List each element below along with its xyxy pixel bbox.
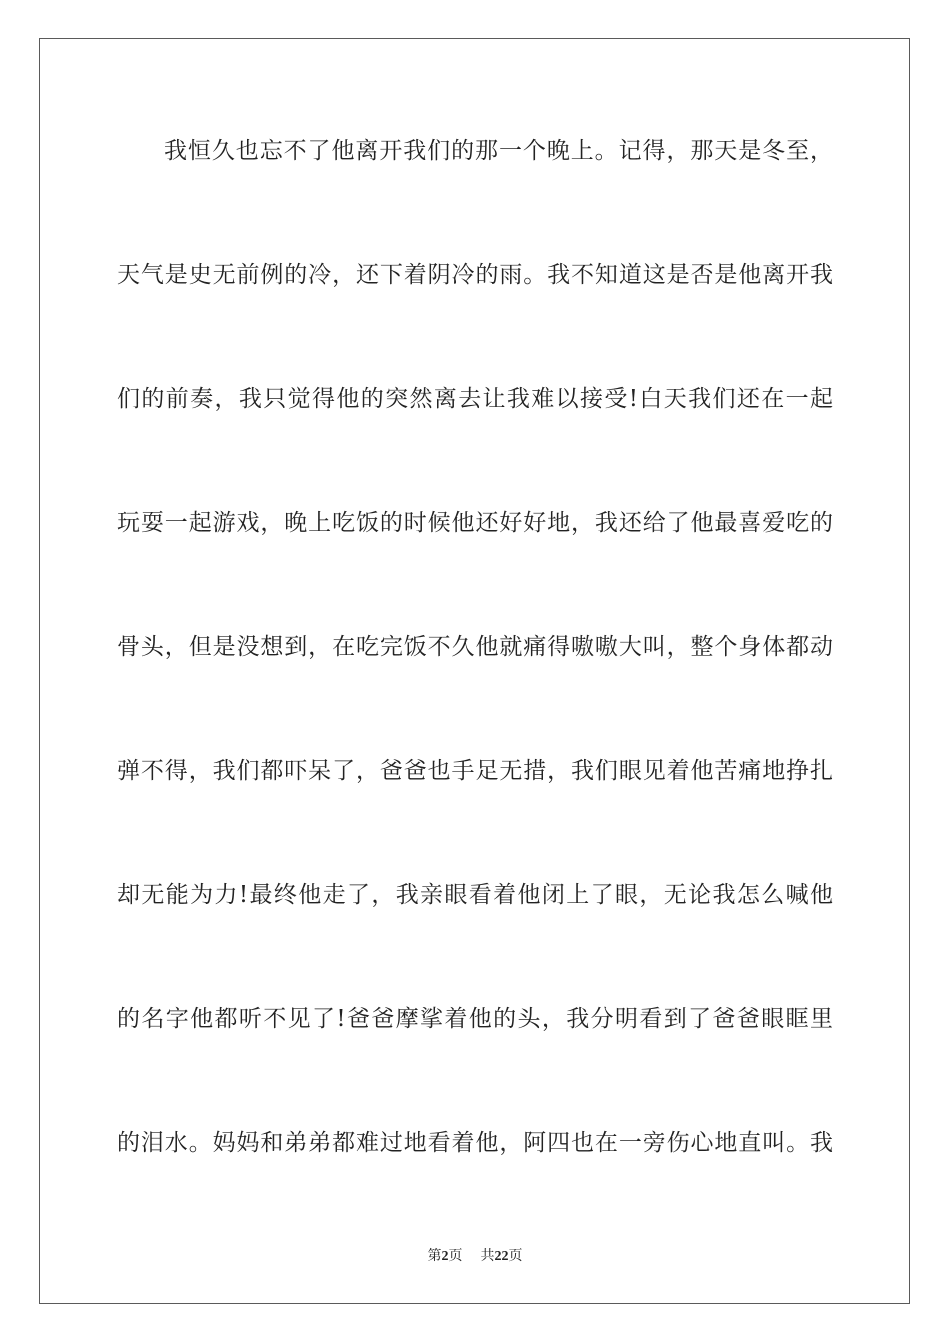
page-suffix: 页 xyxy=(448,1248,463,1264)
page-number: 2 xyxy=(441,1249,449,1264)
paragraph-line-4: 玩耍一起游戏，晚上吃饭的时候他还好好地，我还给了他最喜爱吃的 xyxy=(117,510,833,536)
total-prefix: 共 xyxy=(480,1248,495,1264)
paragraph-line-6: 弹不得，我们都吓呆了，爸爸也手足无措，我们眼见着他苦痛地挣扎 xyxy=(117,758,833,784)
paragraph-line-7: 却无能为力!最终他走了，我亲眼看着他闭上了眼，无论我怎么喊他 xyxy=(117,882,833,908)
paragraph-line-9: 的泪水。妈妈和弟弟都难过地看着他，阿四也在一旁伤心地直叫。我 xyxy=(117,1130,833,1156)
paragraph-line-1: 我恒久也忘不了他离开我们的那一个晚上。记得，那天是冬至， xyxy=(164,138,833,164)
paragraph-line-5: 骨头，但是没想到，在吃完饭不久他就痛得嗷嗷大叫，整个身体都动 xyxy=(117,634,833,660)
paragraph-line-2: 天气是史无前例的冷，还下着阴冷的雨。我不知道这是否是他离开我 xyxy=(117,262,833,288)
total-pages: 22 xyxy=(494,1249,509,1264)
page-border xyxy=(39,38,910,1304)
paragraph-line-3: 们的前奏，我只觉得他的突然离去让我难以接受!白天我们还在一起 xyxy=(117,386,833,412)
page-prefix: 第 xyxy=(427,1248,442,1264)
paragraph-line-8: 的名字他都听不见了!爸爸摩挲着他的头，我分明看到了爸爸眼眶里 xyxy=(117,1006,833,1032)
total-suffix: 页 xyxy=(508,1248,523,1264)
page-footer xyxy=(0,1246,950,1267)
